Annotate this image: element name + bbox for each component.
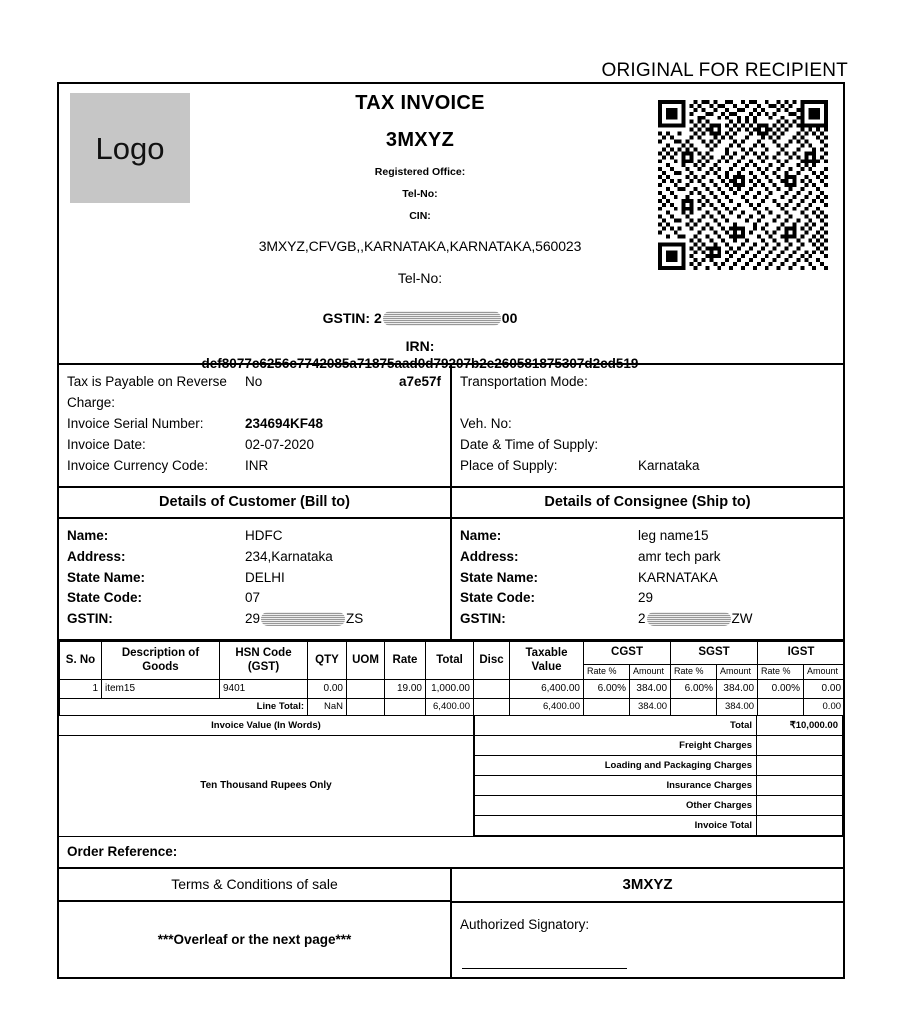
field-label: State Code: xyxy=(460,590,536,606)
field-label: GSTIN: xyxy=(67,611,113,627)
consignee-gstin-prefix: 2 xyxy=(638,611,646,627)
customer-details xyxy=(59,519,452,640)
gstin-redaction-mark xyxy=(647,612,731,626)
copy-type-caption: ORIGINAL FOR RECIPIENT xyxy=(601,60,848,81)
line-total-rate xyxy=(385,698,426,715)
cell-disc xyxy=(474,679,510,698)
meta-label: Place of Supply: xyxy=(460,457,558,473)
irn-value: def8077c6256c7742085a71875aad0d79207b2e260581875307d2cd519a7e57f xyxy=(201,356,639,390)
meta-spacer xyxy=(452,393,843,414)
th-cgst-rate: Rate % xyxy=(584,665,630,680)
registered-office-label: Registered Office: xyxy=(374,166,466,178)
company-gstin-row xyxy=(195,286,645,328)
charge-value xyxy=(757,776,843,796)
line-total-row xyxy=(60,698,845,715)
charge-label: Total xyxy=(475,716,757,736)
th-igst: IGST xyxy=(758,642,845,665)
customer-row-address xyxy=(59,547,450,568)
order-reference-label: Order Reference: xyxy=(59,836,843,869)
charge-row-insurance xyxy=(475,776,843,796)
field-value: KARNATAKA xyxy=(638,569,718,585)
th-sgst-amount: Amount xyxy=(717,665,758,680)
line-total-disc xyxy=(474,698,510,715)
meta-value: 02-07-2020 xyxy=(245,436,315,452)
company-gstin-label: GSTIN: xyxy=(322,310,371,326)
party-details xyxy=(59,519,843,642)
charge-row-other xyxy=(475,796,843,816)
consignee-heading: Details of Consignee (Ship to) xyxy=(544,493,751,510)
meta-value: No xyxy=(245,374,263,389)
line-total-label: Line Total: xyxy=(60,698,308,715)
meta-label: Veh. No: xyxy=(460,415,512,431)
field-value: amr tech park xyxy=(638,548,721,564)
terms-body: ***Overleaf or the next page*** xyxy=(157,931,352,947)
line-total-igst-amount: 0.00 xyxy=(804,698,845,715)
line-total-cgst-rate xyxy=(584,698,630,715)
company-logo-placeholder xyxy=(70,93,190,203)
cell-sgst-rate: 6.00% xyxy=(671,679,717,698)
cell-taxable-value: 6,400.00 xyxy=(510,679,584,698)
charge-label: Insurance Charges xyxy=(475,776,757,796)
meta-label: Invoice Date: xyxy=(67,436,146,452)
cell-qty: 0.00 xyxy=(308,679,347,698)
consignee-details xyxy=(452,519,843,640)
terms-heading: Terms & Conditions of sale xyxy=(59,869,450,902)
signature-block xyxy=(452,869,843,977)
meta-label: Transportation Mode: xyxy=(460,374,588,389)
cell-cgst-rate: 6.00% xyxy=(584,679,630,698)
table-row xyxy=(60,679,845,698)
charge-value xyxy=(757,756,843,776)
customer-heading: Details of Customer (Bill to) xyxy=(159,493,350,510)
line-items-table xyxy=(59,641,845,716)
consignee-row-name xyxy=(452,526,843,547)
field-value: 07 xyxy=(245,590,261,606)
th-qty: QTY xyxy=(308,642,347,680)
cell-cgst-amount: 384.00 xyxy=(630,679,671,698)
field-label: State Name: xyxy=(460,569,539,585)
charge-value xyxy=(757,816,843,836)
field-value: leg name15 xyxy=(638,527,709,543)
consignee-row-state-name xyxy=(452,568,843,589)
invoice-value-in-words-block xyxy=(59,716,474,837)
consignee-row-state-code xyxy=(452,588,843,609)
line-total-sgst-amount: 384.00 xyxy=(717,698,758,715)
field-value: 234,Karnataka xyxy=(245,548,333,564)
authorized-signatory-label: Authorized Signatory: xyxy=(460,917,590,933)
meta-value: INR xyxy=(245,457,269,473)
charge-label: Freight Charges xyxy=(475,736,757,756)
cell-sgst-amount: 384.00 xyxy=(717,679,758,698)
terms-block xyxy=(59,869,452,977)
gstin-redaction-mark xyxy=(383,311,501,326)
line-total-cgst-amount: 384.00 xyxy=(630,698,671,715)
field-label: GSTIN: xyxy=(460,611,506,627)
cell-rate: 19.00 xyxy=(385,679,426,698)
line-total-total: 6,400.00 xyxy=(426,698,474,715)
charge-row-freight xyxy=(475,736,843,756)
th-disc: Disc xyxy=(474,642,510,680)
meta-value: 234694KF48 xyxy=(245,415,324,431)
meta-value xyxy=(638,372,835,393)
consignee-row-gstin xyxy=(452,609,843,630)
th-total: Total xyxy=(426,642,474,680)
customer-row-state-name xyxy=(59,568,450,589)
line-total-sgst-rate xyxy=(671,698,717,715)
signature-line xyxy=(462,968,627,969)
th-description: Description of Goods xyxy=(102,642,220,680)
field-label: State Name: xyxy=(67,569,146,585)
charge-value xyxy=(757,736,843,756)
field-value xyxy=(638,609,835,630)
invoice-value-in-words-value: Ten Thousand Rupees Only xyxy=(200,780,332,792)
th-cgst-amount: Amount xyxy=(630,665,671,680)
field-value: 29 xyxy=(638,590,654,606)
meta-row-currency-code xyxy=(59,456,450,477)
charges-block xyxy=(474,716,843,837)
invoice-footer xyxy=(59,869,843,977)
th-rate: Rate xyxy=(385,642,426,680)
charge-label: Other Charges xyxy=(475,796,757,816)
th-igst-amount: Amount xyxy=(804,665,845,680)
meta-row-invoice-serial xyxy=(59,414,450,435)
gstin-redaction-mark xyxy=(261,612,345,626)
th-s-no: S. No xyxy=(60,642,102,680)
header-center-block xyxy=(195,90,645,391)
cell-igst-rate: 0.00% xyxy=(758,679,804,698)
consignee-gstin-suffix: ZW xyxy=(731,611,753,627)
company-name: 3MXYZ xyxy=(385,129,455,151)
cell-hsn-code: 9401 xyxy=(220,679,308,698)
field-value: HDFC xyxy=(245,527,283,543)
meta-row-vehicle-no xyxy=(452,414,843,435)
tel-no-label-2: Tel-No: xyxy=(397,270,443,286)
cell-description: item15 xyxy=(102,679,220,698)
line-total-uom xyxy=(347,698,385,715)
irn-label: IRN: xyxy=(405,338,435,354)
signatory-area xyxy=(452,903,843,977)
company-gstin-prefix: 2 xyxy=(373,310,382,326)
document-title: TAX INVOICE xyxy=(355,92,485,114)
field-label: Name: xyxy=(67,527,109,543)
th-igst-rate: Rate % xyxy=(758,665,804,680)
meta-label: Date & Time of Supply: xyxy=(460,436,599,452)
table-header-row-1 xyxy=(60,642,845,665)
charge-value xyxy=(757,796,843,816)
customer-row-gstin xyxy=(59,609,450,630)
charge-row-total xyxy=(475,716,843,736)
meta-label: Invoice Serial Number: xyxy=(67,415,204,431)
customer-heading-cell xyxy=(59,488,452,517)
customer-gstin-prefix: 29 xyxy=(245,611,261,627)
line-total-qty: NaN xyxy=(308,698,347,715)
th-uom: UOM xyxy=(347,642,385,680)
invoice-document xyxy=(57,82,845,979)
th-cgst: CGST xyxy=(584,642,671,665)
customer-row-name xyxy=(59,526,450,547)
tel-no-label-1: Tel-No: xyxy=(402,188,438,200)
invoice-qr-code xyxy=(654,96,832,274)
cell-igst-amount: 0.00 xyxy=(804,679,845,698)
field-value xyxy=(245,609,442,630)
party-headings xyxy=(59,488,843,519)
line-total-igst-rate xyxy=(758,698,804,715)
invoice-value-in-words-heading: Invoice Value (In Words) xyxy=(59,716,473,736)
meta-value: Karnataka xyxy=(638,457,700,473)
meta-label: Tax is Payable on Reverse Charge: xyxy=(67,374,227,410)
words-and-charges-section xyxy=(59,716,843,837)
footer-company-name: 3MXYZ xyxy=(452,869,843,903)
cell-total: 1,000.00 xyxy=(426,679,474,698)
field-label: Address: xyxy=(67,548,126,564)
charge-row-loading-packaging xyxy=(475,756,843,776)
company-gstin-suffix: 00 xyxy=(501,310,518,326)
th-hsn-code: HSN Code (GST) xyxy=(220,642,308,680)
meta-row-date-time-of-supply xyxy=(452,435,843,456)
charge-row-invoice-total xyxy=(475,816,843,836)
cin-label: CIN: xyxy=(409,210,431,222)
consignee-heading-cell xyxy=(452,488,843,517)
meta-label: Invoice Currency Code: xyxy=(67,457,209,473)
cell-uom xyxy=(347,679,385,698)
field-label: Name: xyxy=(460,527,502,543)
th-taxable-value: Taxable Value xyxy=(510,642,584,680)
field-label: State Code: xyxy=(67,590,143,606)
meta-value xyxy=(638,414,835,435)
consignee-row-address xyxy=(452,547,843,568)
th-sgst-rate: Rate % xyxy=(671,665,717,680)
meta-row-invoice-date xyxy=(59,435,450,456)
charge-value: ₹10,000.00 xyxy=(757,716,843,736)
meta-row-place-of-supply xyxy=(452,456,843,477)
field-value: DELHI xyxy=(245,569,285,585)
company-address: 3MXYZ,CFVGB,,KARNATAKA,KARNATAKA,560023 xyxy=(258,238,582,254)
cell-s-no: 1 xyxy=(60,679,102,698)
customer-gstin-suffix: ZS xyxy=(346,611,364,627)
line-total-taxable-value: 6,400.00 xyxy=(510,698,584,715)
logo-text: Logo xyxy=(95,130,165,166)
charges-table xyxy=(474,716,843,837)
charge-label: Invoice Total xyxy=(475,816,757,836)
charge-label: Loading and Packaging Charges xyxy=(475,756,757,776)
customer-row-state-code xyxy=(59,588,450,609)
meta-value xyxy=(638,435,835,456)
th-sgst: SGST xyxy=(671,642,758,665)
field-label: Address: xyxy=(460,548,519,564)
